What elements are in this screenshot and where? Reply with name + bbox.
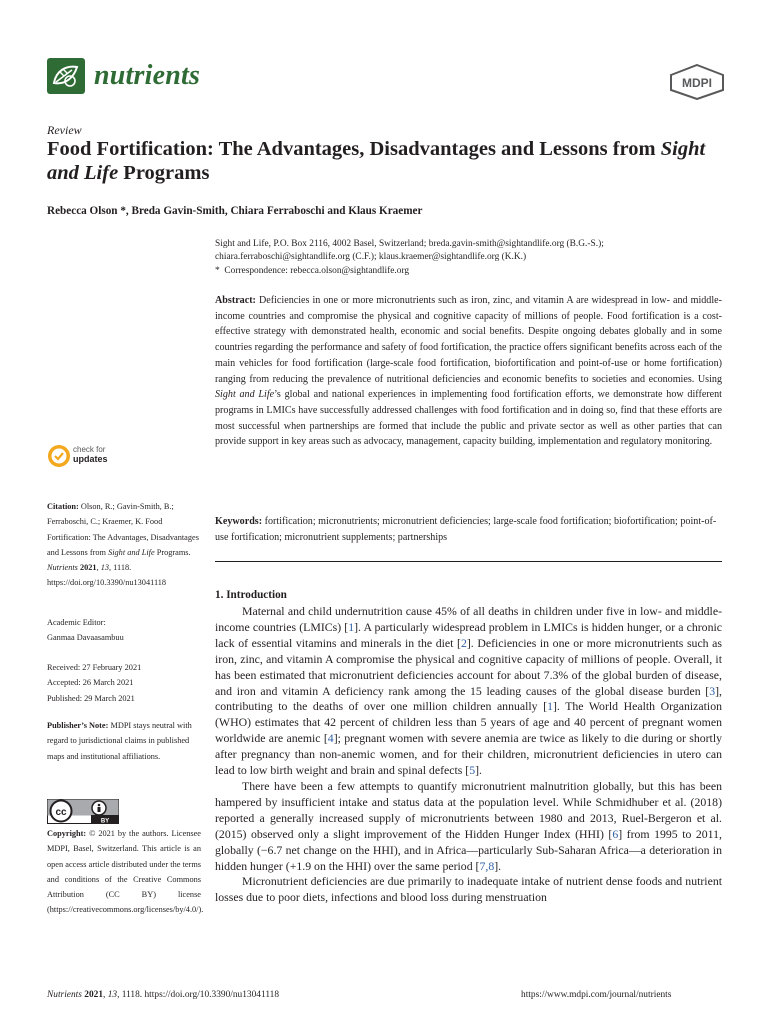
article-title: Food Fortification: The Advantages, Disadvantages and Lessons from Sight and Life Programs	[47, 138, 706, 184]
introduction-body	[215, 604, 722, 906]
reference-link[interactable]: 6	[612, 826, 619, 841]
affiliation-line: chiara.ferraboschi@sightandlife.org (C.F.); klaus.kraemer@sightandlife.org (K.K.)	[215, 252, 527, 263]
check-for-label: check for	[73, 445, 106, 454]
reference-link[interactable]: 3	[709, 683, 716, 698]
keywords: Keywords: fortification; micronutrients; micronutrient deficiencies; large-scale food fortification; biofortification; point-of-use fortification; micronutrient supplements; partnerships	[215, 516, 717, 543]
received-date: Received: 27 February 2021	[47, 663, 142, 672]
accepted-date: Accepted: 26 March 2021	[47, 678, 134, 688]
publisher-name: MDPI	[682, 76, 712, 90]
correspondence: * Correspondence: rebecca.olson@sightandlife.org	[215, 265, 410, 276]
author-list: Rebecca Olson *, Breda Gavin-Smith, Chiara Ferraboschi and Klaus Kraemer	[47, 205, 423, 217]
footer-citation: Nutrients 2021, 13, 1118. https://doi.org/10.3390/nu13041118	[47, 990, 280, 1000]
paragraph: Micronutrient deficiencies are due primarily to inadequate intake of nutrient dense foods and nutrient losses due to poor diets, infections and blood loss during menstruation	[215, 874, 722, 905]
paragraph: Maternal and child undernutrition cause 45% of all deaths in children under five in low- and middle-income countries (LMICs) [1]. A particularly widespread problem in LMICs is hidden hunger, or a chronic lack of essential vitamins and minerals in the diet [2]. Deficiencies in one or more micronutrients such as iron, zinc, and vitamin A compromise the physical and cognitive capacity of millions of people. Overall, it has been estimated that micronutrient deficiencies account for about 7.3% of the global burden of disease, and iron and vitamin A deficiency rank among the 15 leading causes of the global disease burden [3], contributing to the deaths of over one million children annually [1]. The World Health Organization (WHO) estimates that 42 percent of children less than 5 years of age and 40 percent of pregnant women worldwide are anemic [4]; pregnant women with severe anemia are twice as likely to die during or shortly after pregnancy than non-anemic women, and for their children, micronutrient deficiencies in utero can lead to low birth weight and brain and spinal defects [5].	[215, 604, 722, 778]
reference-link[interactable]: 2	[460, 635, 467, 650]
publication-dates	[47, 660, 201, 706]
check-for-updates-button[interactable]	[47, 444, 127, 470]
mdpi-logo-icon	[669, 64, 725, 100]
journal-name: nutrients	[94, 60, 201, 91]
affiliation-line: Sight and Life, P.O. Box 2116, 4002 Basel, Switzerland; breda.gavin-smith@sightandlife.org (B.G.-S.);	[215, 239, 604, 249]
section-heading: 1. Introduction	[215, 589, 287, 601]
abstract: Abstract: Deficiencies in one or more micronutrients such as iron, zinc, and vitamin A are widespread in low- and middle-income countries and compromise the physical and cognitive capacity of millions of people. Food fortification is a cost-effective strategy with demonstrated health, economic and social benefits. Despite ongoing debates globally and in some countries regarding the performance and safety of food fortification, the practice offers significant benefits across each of the main vehicles for food fortification (large-scale food fortification, biofortification and point-of-use or home fortification) ranging from reducing the prevalence of nutritional deficiencies and economic benefits to societies and economies. Using Sight and Life’s global and national experiences in implementing food fortification efforts, we demonstrate how different programs in LMICs have successfully addressed challenges with food fortification and in doing so, find that these efforts are most successful when partnerships are formed that include the public and private sector as well as other parties that can provide support in key areas such as advocacy, management, capacity building, implementation and regulatory monitoring.	[215, 295, 722, 448]
citation: Citation: Olson, R.; Gavin-Smith, B.; Ferraboschi, C.; Kraemer, K. Food Fortification: The Advantages, Disadvantages and Lessons from Sight and Life Programs. Nutrients 2021, 13, 1118. https://doi.org/10.3390/nu13041118	[47, 502, 199, 588]
copyright: Copyright: © 2021 by the authors. Licensee MDPI, Basel, Switzerland. This article is an open access article distributed under the terms and conditions of the Creative Commons Attribution (CC BY) license (https://creativecommons.org/licenses/by/4.0/).	[47, 829, 204, 915]
journal-url-link[interactable]: https://www.mdpi.com/journal/nutrients	[521, 990, 672, 1000]
editor-label: Academic Editor:	[47, 618, 106, 627]
svg-text:cc: cc	[55, 807, 67, 818]
paragraph: There have been a few attempts to quantify micronutrient malnutrition globally, but this has been hampered by insufficient intake and status data at the population level. While Schmidhuber et al. (2018) reported a generally increased supply of micronutrients between 1980 and 2013, Ruel-Bergeron et al. (2015) observed only a slight improvement of the Hidden Hunger Index (HHI) [6] from 1995 to 2011, globally (−6.7 net change on the HHI), and in Africa—particularly Sub-Saharan Africa—a deterioration in hidden hunger (+1.9 on the HHI) over the same period [7,8].	[215, 778, 722, 873]
reference-link[interactable]: 5	[469, 763, 476, 778]
cc-by-label: BY	[100, 818, 110, 824]
check-updates-icon	[47, 444, 71, 468]
published-date: Published: 29 March 2021	[47, 693, 135, 703]
editor-name: Ganmaa Davaasambuu	[47, 633, 124, 643]
publisher-note: Publisher’s Note: MDPI stays neutral with regard to jurisdictional claims in published maps and institutional affiliations.	[47, 721, 192, 761]
reference-link[interactable]: 1	[547, 699, 553, 714]
affiliations	[215, 238, 725, 278]
reference-link[interactable]: 4	[327, 731, 334, 746]
reference-link[interactable]: 7,8	[479, 858, 495, 873]
reference-link[interactable]: 1	[348, 619, 355, 634]
article-type: Review	[47, 123, 82, 137]
nutrients-logo-icon	[46, 57, 86, 95]
cc-by-license-icon[interactable]	[47, 799, 119, 824]
abstract-divider	[215, 561, 722, 562]
academic-editor	[47, 615, 201, 646]
updates-label: updates	[73, 454, 108, 464]
